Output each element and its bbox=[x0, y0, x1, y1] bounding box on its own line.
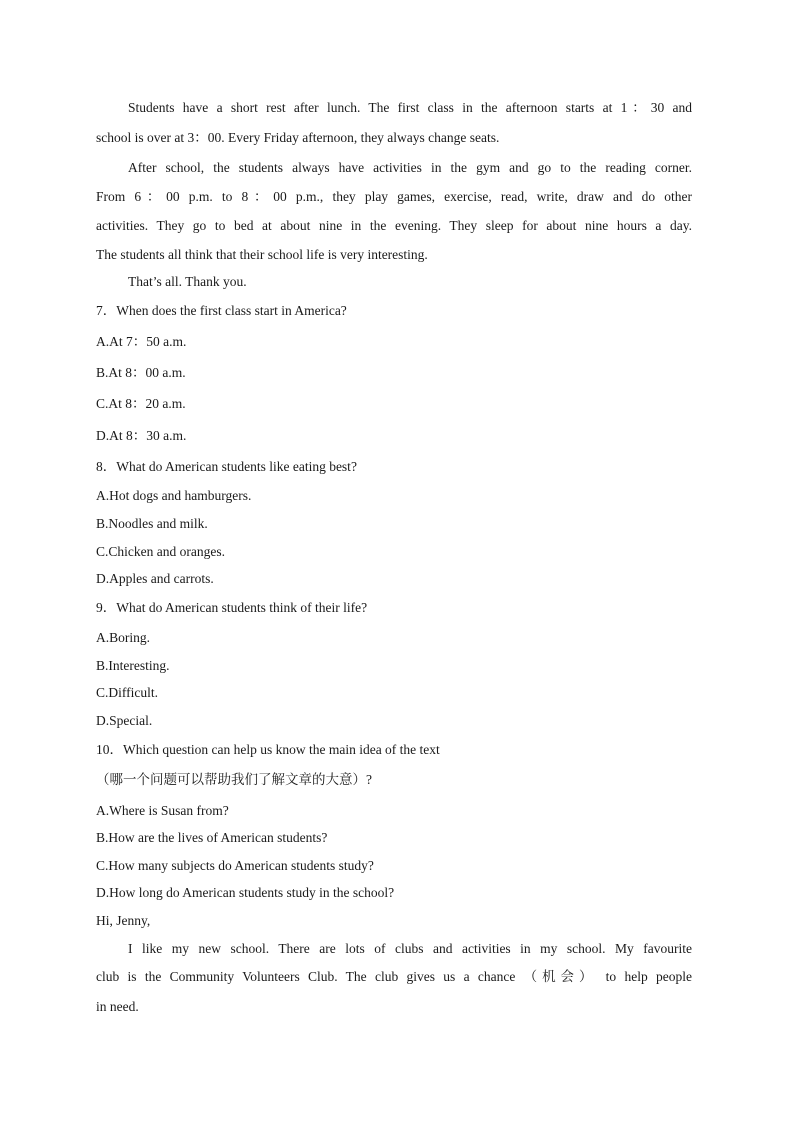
answer-option: D.Apples and carrots. bbox=[96, 571, 214, 586]
answer-option: B.How are the lives of American students? bbox=[96, 830, 328, 845]
passage-line: activities. They go to bed at about nine in the evening. They sleep for about nine hours a day. bbox=[96, 218, 692, 233]
answer-option: C.How many subjects do American students study? bbox=[96, 858, 374, 873]
passage-line: From 6：00 p.m. to 8：00 p.m., they play games, exercise, read, write, draw and do other bbox=[96, 189, 692, 204]
answer-option: D.How long do American students study in the school? bbox=[96, 885, 395, 900]
answer-option: A.Boring. bbox=[96, 630, 150, 645]
answer-option: A.Hot dogs and hamburgers. bbox=[96, 488, 252, 503]
answer-option: C.At 8：20 a.m. bbox=[96, 396, 186, 411]
answer-option: D.At 8：30 a.m. bbox=[96, 428, 187, 443]
answer-option: C.Chicken and oranges. bbox=[96, 544, 225, 559]
answer-option: A.Where is Susan from? bbox=[96, 803, 229, 818]
question-stem: 10．Which question can help us know the main idea of the text bbox=[96, 742, 440, 757]
answer-option: B.At 8：00 a.m. bbox=[96, 365, 186, 380]
answer-option: A.At 7：50 a.m. bbox=[96, 334, 187, 349]
passage-line: school is over at 3：00. Every Friday afternoon, they always change seats. bbox=[96, 130, 500, 145]
question-stem: 8．What do American students like eating best? bbox=[96, 459, 357, 474]
passage-line: The students all think that their school life is very interesting. bbox=[96, 247, 428, 262]
passage-line: That’s all. Thank you. bbox=[128, 274, 247, 289]
answer-option: D.Special. bbox=[96, 713, 153, 728]
letter-line: club is the Community Volunteers Club. The club gives us a chance （机会） to help people bbox=[96, 969, 692, 984]
passage-line: After school, the students always have activities in the gym and go to the reading corner. bbox=[128, 160, 692, 175]
passage-line: Students have a short rest after lunch. The first class in the afternoon starts at 1：30 and bbox=[128, 100, 692, 115]
answer-option: C.Difficult. bbox=[96, 685, 158, 700]
question-stem: 9．What do American students think of their life? bbox=[96, 600, 368, 615]
letter-greeting: Hi, Jenny, bbox=[96, 913, 151, 928]
answer-option: B.Interesting. bbox=[96, 658, 170, 673]
letter-line: in need. bbox=[96, 999, 139, 1014]
answer-option: B.Noodles and milk. bbox=[96, 516, 208, 531]
question-stem: 7．When does the first class start in America? bbox=[96, 303, 347, 318]
letter-line: I like my new school. There are lots of clubs and activities in my school. My favourite bbox=[128, 941, 692, 956]
question-stem-chinese: （哪一个问题可以帮助我们了解文章的大意）? bbox=[96, 772, 372, 787]
